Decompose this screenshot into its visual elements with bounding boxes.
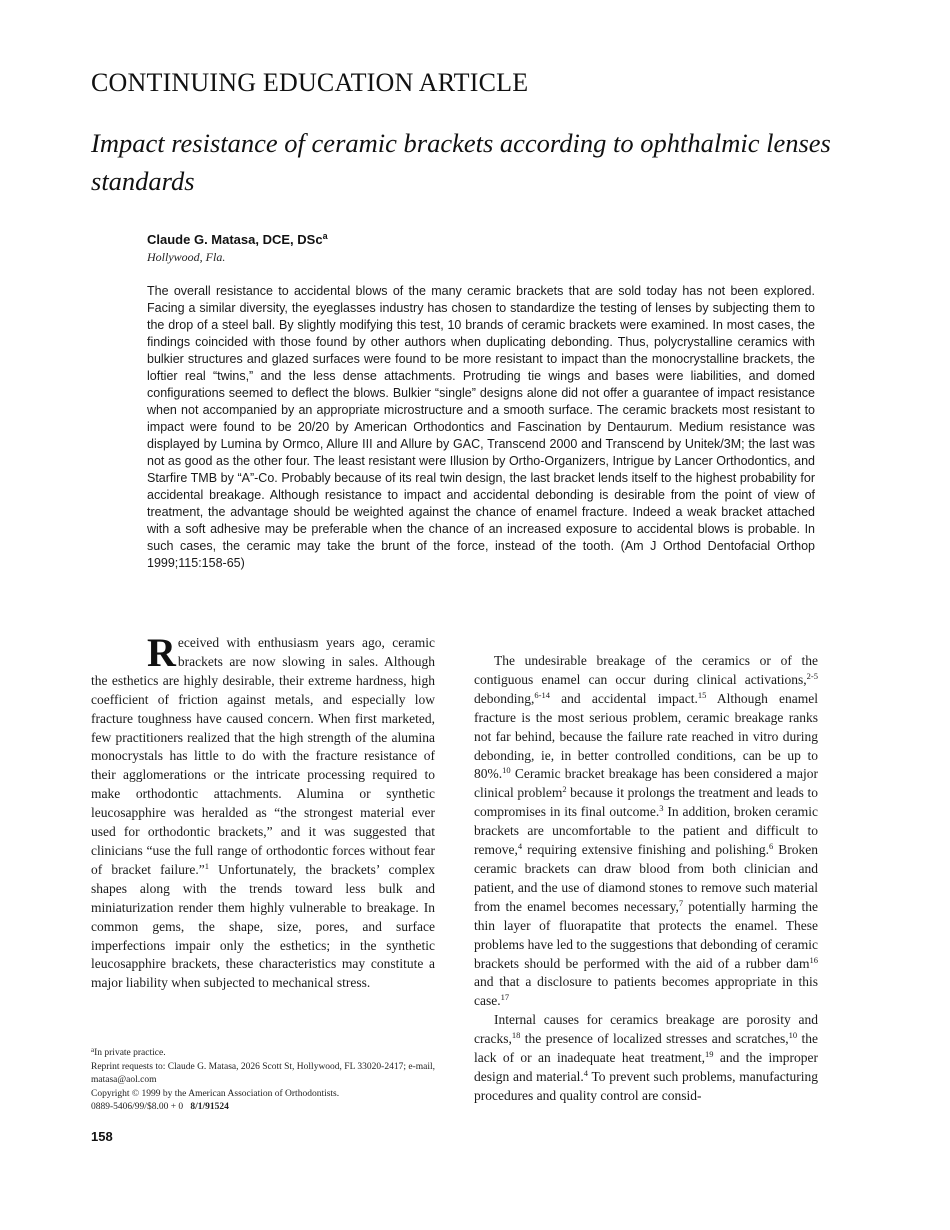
citation: 2 xyxy=(562,784,567,795)
author-affiliation: Hollywood, Fla. xyxy=(147,250,226,264)
abstract: The overall resistance to accidental blows of the many ceramic brackets that are sold today has not been explored. Facing a similar diversity, the eyeglasses industry has chosen to standardize the testing of lenses by subjecting them to the drop of a steel ball. By slightly modifying this test, 10 brands of ceramic brackets were examined. In most cases, the findings coincided with those found by other authors when duplicating debonding. Thus, polycrystalline ceramics with bulkier structures and glazed surfaces were found to be more resistant to impact than the monocrystalline brackets, the loftier real “twins,” and the less dense attachments. Protruding tie wings and bases were liabilities, and domed configurations seemed to deflect the blows. Bulkier “single” designs alone did not offer a guarantee of impact resistance when not accompanied by an appropriate microstructure and a smooth surface. The ceramic brackets most resistant to impact were found to be 20/20 by American Orthodontics and Fascination by Dentaurum. Medium resistance was displayed by Lumina by Ormco, Allure III and Allure by GAC, Transcend 2000 and Transcend by Unitek/3M; the last was not as good as the other four. The least resistant were Illusion by Ortho-Organizers, Intrigue by Lancer Orthodontics, and Starfire TMB by “A”-Co. Probably because of its real twin design, the last bracket lends itself to the highest probability for accidental breakage. Although resistance to impact and accidental debonding is desirable from the point of view of treatment, the advantage should be weighted against the chance of enamel fracture. Indeed a weak bracket attached with a soft adhesive may be preferable when the chance of an increased exposure to accidental blows is probable. In such cases, the ceramic may take the brunt of the force, instead of the tooth. (Am J Orthod Dentofacial Orthop 1999;115:158-65) xyxy=(147,284,815,570)
footnote-copyright: Copyright © 1999 by the American Association of Orthodontists. xyxy=(91,1088,340,1099)
breakage-paragraph: The undesirable breakage of the ceramics or of the contiguous enamel can occur during clinical activations,$^{2-5}$ debonding,$^{6-14}$ and accidental impact.$^{15}$ Although enamel fracture is the most serious problem, ceramic breakage ranks not far behind, because the failure rate reached in vitro during debonding, ie, in better controlled conditions, can be up to 80%.$^{10}$ Ceramic bracket breakage has been considered a major clinical problem$^2$ because it prolongs the treatment and leads to compromises in its final outcome.$^3$ In addition, broken ceramic brackets are uncomfortable to the patient and difficult to remove,$^4$ requiring extensive finishing and polishing.$^6$ Broken ceramic brackets can draw blood from both clinician and patient, and the use of diamond stones to remove such material from the enamel becomes necessary,$^7$ potentially harming the thin layer of fluorapatite that protects the enamel. These problems have led to the suggestions that debonding of ceramic brackets should be performed with the aid of a rubber dam$^{16}$ and that a disclosure to patients becomes appropriate in this case.$^{17}$ xyxy=(474,653,819,1009)
citation: 6-14 xyxy=(534,689,550,700)
body-column-right xyxy=(474,652,818,1106)
internal-causes-paragraph: Internal causes for ceramics breakage are porosity and cracks,$^{18}$ the presence of localized stresses and scratches,$^{10}$ the lack of or an inadequate heat treatment,$^{19}$ and the improper design and material.$^4$ To prevent such problems, manufacturing procedures and quality control are consid- xyxy=(474,1012,818,1103)
citation: 19 xyxy=(705,1049,714,1060)
citation: 4 xyxy=(583,1067,589,1078)
body-column-left xyxy=(91,630,435,993)
page-number: 158 xyxy=(91,1129,113,1144)
citation: 2-5 xyxy=(806,670,818,681)
citation: 10 xyxy=(788,1030,798,1041)
footnote-code: 0889-5406/99/$8.00 + 0 8/1/91524 xyxy=(91,1102,229,1112)
citation: 1 xyxy=(204,860,209,871)
citation: 6 xyxy=(768,841,774,852)
citation: 15 xyxy=(697,689,707,700)
footnotes xyxy=(91,1047,443,1115)
intro-paragraph: Received with enthusiasm years ago, ceramic brackets are now slowing in sales. Although the esthetics are highly desirable, their extreme hardness, high coefficient of friction against metals, and especially low fracture toughness have caused concern. When first marketed, few practitioners realized that the high strength of the alumina monocrystals has little to do with the fracture resistance of their agglomerations or the intricate processing required to make orthodontic attachments. Alumina or synthetic leucosapphire was heralded as “the strongest material ever used for orthodontic brackets,” and it was suggested that clinicians “use the full range of orthodontic forces without fear of bracket failure.”$^1$ Unfortunately, the brackets’ complex shapes along with the trends toward less bulk and miniaturization render them highly vulnerable to breakage. In common gems, the shape, size, pores, and surface imperfections impair only the esthetics; in the synthetic leucosapphire brackets, these characteristics may constitute a major liability when subjected to mechanical stress. xyxy=(91,630,435,991)
author-line xyxy=(147,232,328,247)
citation: 17 xyxy=(500,992,510,1003)
author-footnote-mark: a xyxy=(322,231,328,241)
citation: 7 xyxy=(678,897,684,908)
footnote-practice: $^a$In private practice. xyxy=(91,1046,166,1058)
author-name: Claude G. Matasa, DCE, DSc xyxy=(147,232,323,247)
citation: 3 xyxy=(659,803,664,814)
citation: 16 xyxy=(809,954,818,965)
citation: 18 xyxy=(511,1030,521,1041)
section-label: CONTINUING EDUCATION ARTICLE xyxy=(91,68,529,97)
citation: 10 xyxy=(502,765,511,776)
citation: 4 xyxy=(517,841,523,852)
drop-cap: R xyxy=(147,630,176,675)
article-title: Impact resistance of ceramic brackets according to ophthalmic lenses standards xyxy=(91,128,831,196)
footnote-reprint: Reprint requests to: Claude G. Matasa, 2026 Scott St, Hollywood, FL 33020-2417; e-mail, matasa@aol.com xyxy=(91,1061,435,1085)
